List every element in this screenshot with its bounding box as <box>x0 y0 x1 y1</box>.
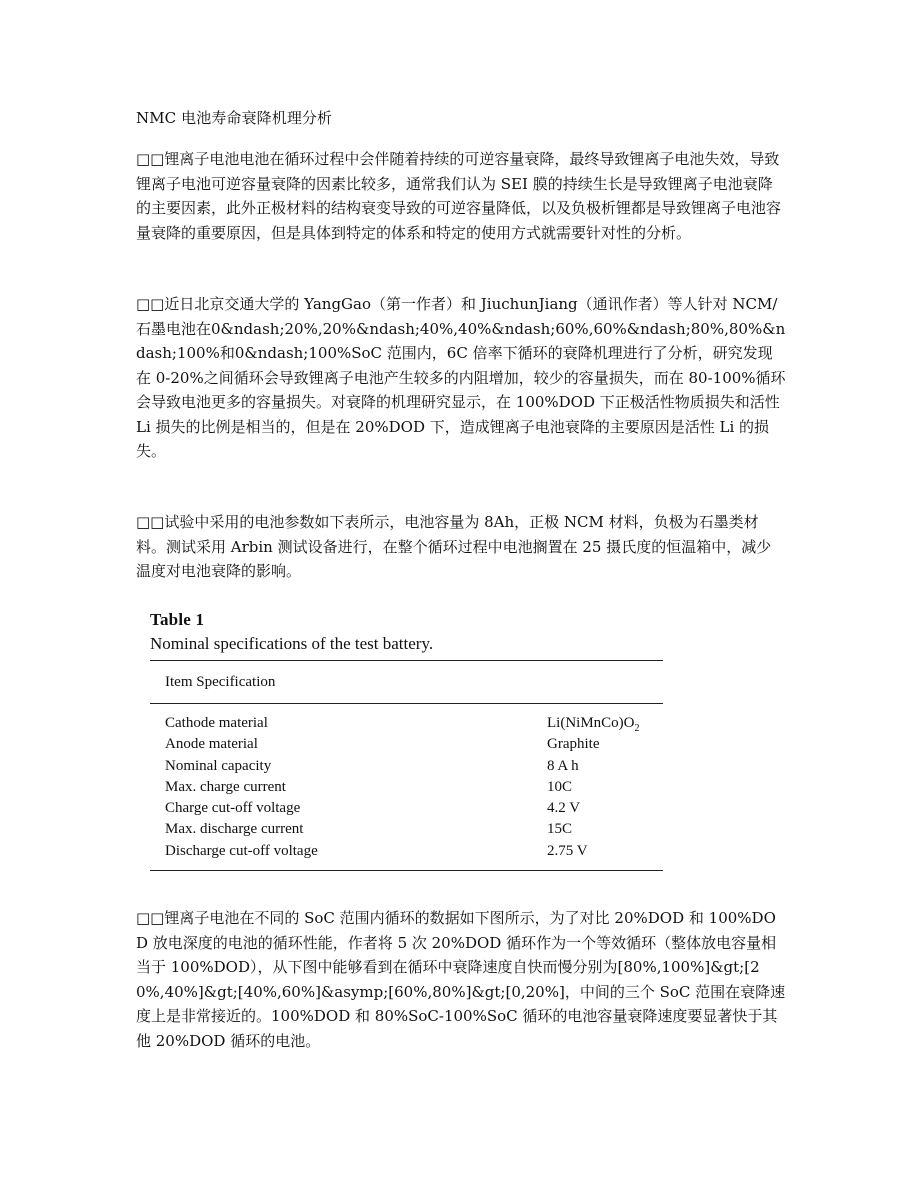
row-item: Cathode material <box>165 715 268 731</box>
row-spec: 8 A h <box>547 757 579 774</box>
table-row <box>150 819 663 840</box>
row-spec-subscript: 2 <box>634 723 640 734</box>
table-row <box>150 756 663 777</box>
row-item: Nominal capacity <box>165 757 272 774</box>
row-item: Anode material <box>165 736 258 753</box>
page-title: NMC 电池寿命衰降机理分析 <box>136 109 333 127</box>
row-item: Max. charge current <box>165 778 286 795</box>
paragraph-intro: □□锂离子电池电池在循环过程中会伴随着持续的可逆容量衰降，最终导致锂离子电池失效，导致锂离子电池可逆容量衰降的因素比较多，通常我们认为 SEI 膜的持续生长是导致锂离子电池衰降的主要因素，此外正极材料的结构衰变导致的可逆容量降低，以及负极析锂都是导致锂离子电池容量衰降的重要原因，但是具体到特定的体系和特定的使用方式就需要针对性的分析。 <box>136 150 782 242</box>
row-item: Discharge cut-off voltage <box>165 842 318 859</box>
table-row <box>150 841 663 862</box>
paragraph-study: □□近日北京交通大学的 YangGao（第一作者）和 JiuchunJiang（通讯作者）等人针对 NCM/石墨电池在0&ndash;20%,20%&ndash;40%,40%&ndash;60%,60%&ndash;80%,80%&ndash;100%和0&ndash;100%SoC 范围内，6C 倍率下循环的衰降机理进行了分析，研究发现在 0-20%之间循环会导致锂离子电池产生较多的内阻增加，较少的容量损失，而在 80-100%循环会导致电池更多的容量损失。对衰降的机理研究显示，在 100%DOD 下正极活性物质损失和活性 Li 损失的比例是相当的，但是在 20%DOD 下，造成锂离子电池衰降的主要原因是活性 Li 的损失。 <box>136 295 786 460</box>
spec-table <box>150 609 663 871</box>
row-spec: 10C <box>547 778 573 795</box>
row-spec: Graphite <box>547 736 600 753</box>
table-label: Table 1 <box>150 610 205 629</box>
row-spec-text: Li(NiMnCo)O <box>547 715 635 731</box>
row-item: Charge cut-off voltage <box>165 800 301 817</box>
row-item: Max. discharge current <box>165 821 304 838</box>
table-row <box>150 798 663 819</box>
paragraph-results: □□锂离子电池在不同的 SoC 范围内循环的数据如下图所示，为了对比 20%DOD 和 100%DOD 放电深度的电池的循环性能，作者将 5 次 20%DOD 循环作为一个等效循环（整体放电容量相当于 100%DOD），从下图中能够看到在循环中衰降速度自快而慢分别为[80%,100%]&gt;[20%,40%]&gt;[40%,60%]&asymp;[60%,80%]&gt;[0,20%]，中间的三个 SoC 范围在衰降速度上是非常接近的。100%DOD 和 80%SoC-100%SoC 循环的电池容量衰降速度要显著快于其他 20%DOD 循环的电池。 <box>136 909 786 1050</box>
row-spec: 2.75 V <box>547 842 588 859</box>
table-body <box>150 704 663 870</box>
paragraph-test-setup: □□试验中采用的电池参数如下表所示，电池容量为 8Ah，正极 NCM 材料，负极为石墨类材料。测试采用 Arbin 测试设备进行，在整个循环过程中电池搁置在 25 摄氏度的恒温箱中，减少温度对电池衰降的影响。 <box>136 513 772 580</box>
table-header: Item Specification <box>165 673 276 690</box>
row-spec: 4.2 V <box>547 800 581 817</box>
table-row <box>150 777 663 798</box>
table-row <box>150 734 663 755</box>
table-bottom-rule <box>150 870 663 871</box>
row-spec <box>547 713 663 734</box>
table-caption: Nominal specifications of the test battery. <box>150 634 434 653</box>
table-row <box>150 713 663 734</box>
row-spec: 15C <box>547 821 573 838</box>
